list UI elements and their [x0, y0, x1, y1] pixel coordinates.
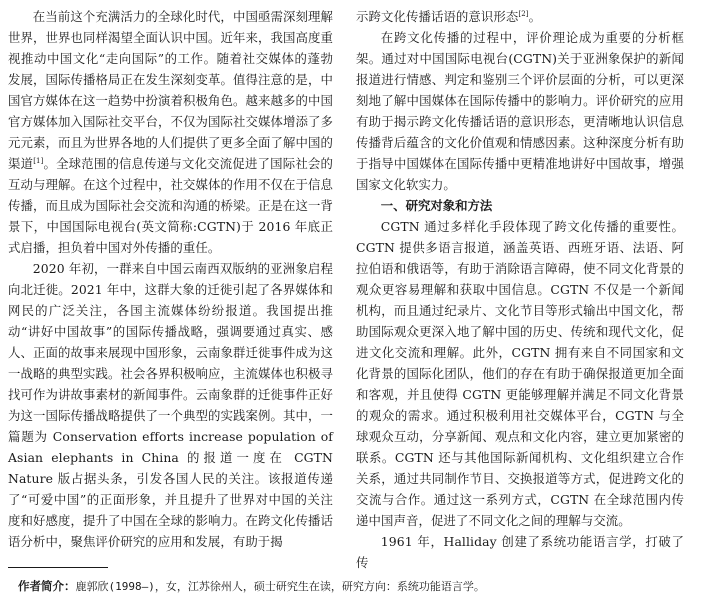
- paragraph-intro-text: 在当前这个充满活力的全球化时代，中国亟需深刻理解世界，世界也同样渴望全面认识中国。近年来，我国高度重视推动中国文化“走向国际”的工作。随着社交媒体的蓬勃发展，国际传播格局正在发生深刻变革。值得注意的是，中国官方媒体在这一趋势中扮演着积极角色。越来越多的中国官方媒体加入国际社交平台，不仅为国际社交媒体增添了多元元素，而且为世界各地的人们提供了更多全面了解中国的渠道: [8, 9, 333, 171]
- footnote-text: 鹿郭欣(1998—)，女，江苏徐州人，硕士研究生在读，研究方向：系统功能语言学。: [75, 580, 485, 593]
- author-footnote: [18, 578, 698, 595]
- citation-2: [2]: [518, 9, 529, 18]
- paragraph-elephant-migration: 2020 年初，一群来自中国云南西双版纳的亚洲象启程向北迁徙。2021 年中，这群大象的迁徙引起了各界媒体和网民的广泛关注，各国主流媒体纷纷报道。我国提出推动“讲好中国故事”的国际传播战略，强调要通过真实、感人、正面的故事来展现中国形象，云南象群迁徙事件成为这一战略的典型实践。社会各界积极响应，主流媒体也积极寻找可作为讲故事素材的新闻事件。云南象群的迁徙事件正好为这一国际传播战略提供了一个典型的实践案例。其中，一篇题为 Conservation efforts increase population of Asian elephants in China 的报道一度在 CGTN Nature 版占据头条，引发各国人民的关注。该报道传递了“可爱中国”的正面形象，并且提升了世界对中国的关注度和好感度，提升了中国在全球的影响力。在跨文化传播话语分析中，聚焦评价研究的应用和发展，有助于揭: [8, 261, 333, 549]
- paragraph-intro: [8, 6, 333, 258]
- paragraph-appraisal-framework: 在跨文化传播的过程中，评价理论成为重要的分析框架。通过对中国国际电视台(CGTN)关于亚洲象保护的新闻报道进行情感、判定和鉴别三个评价层面的分析，可以更深刻地了解中国媒体在国际传播中的影响力。评价研究的应用有助于揭示跨文化传播话语的意识形态，更清晰地认识信息传播背后蕴含的文化价值观和情感因素。这种深度分析有助于指导中国媒体在国际传播中更精准地讲好中国故事，增强国家文化软实力。: [356, 30, 684, 192]
- paragraph-continuation-text: 示跨文化传播话语的意识形态: [356, 9, 519, 24]
- paragraph-continuation-tail: 。: [528, 9, 542, 24]
- paragraph-halliday: 1961 年，Halliday 创建了系统功能语言学，打破了传: [356, 534, 684, 570]
- paragraph-intro-tail: 。全球范围的信息传递与文化交流促进了国际社会的互动与理解。在这个过程中，社交媒体的作用不仅在于信息传播，而且成为国际社会交流和沟通的桥梁。正是在这一背景下，中国国际电视台(英文简称:CGTN)于 2016 年底正式启播，担负着中国对外传播的重任。: [8, 156, 333, 255]
- paragraph-continuation: [356, 6, 684, 27]
- footnote-label: 作者简介：: [18, 579, 76, 593]
- section-heading: 一、研究对象和方法: [380, 198, 493, 213]
- paragraph-cgtn-methods: CGTN 通过多样化手段体现了跨文化传播的重要性。CGTN 提供多语言报道，涵盖英语、西班牙语、法语、阿拉伯语和俄语等，有助于消除语言障碍，使不同文化背景的观众更容易理解和获取中国信息。CGTN 不仅是一个新闻机构，而且通过纪录片、文化节目等形式输出中国文化，帮助国际观众更深入地了解中国的历史、传统和现代文化，促进文化交流和理解。此外，CGTN 拥有来自不同国家和文化背景的国际化团队，他们的存在有助于确保报道更加全面和客观，并且使得 CGTN 更能够理解并满足不同文化背景的观众的需求。通过积极利用社交媒体平台，CGTN 与全球观众互动，分享新闻、观点和文化内容，建立更加紧密的联系。CGTN 还与其他国际新闻机构、文化组织建立合作关系，通过共同制作节目、交换报道等方式，促进跨文化的交流与合作。通过这一系列方式，CGTN 在全球范围内传递中国声音，促进了不同文化之间的理解与交流。: [356, 219, 684, 528]
- citation-1: [1]: [33, 156, 44, 165]
- left-column: [8, 6, 333, 552]
- footnote-divider: [8, 567, 108, 568]
- right-column: [356, 6, 684, 573]
